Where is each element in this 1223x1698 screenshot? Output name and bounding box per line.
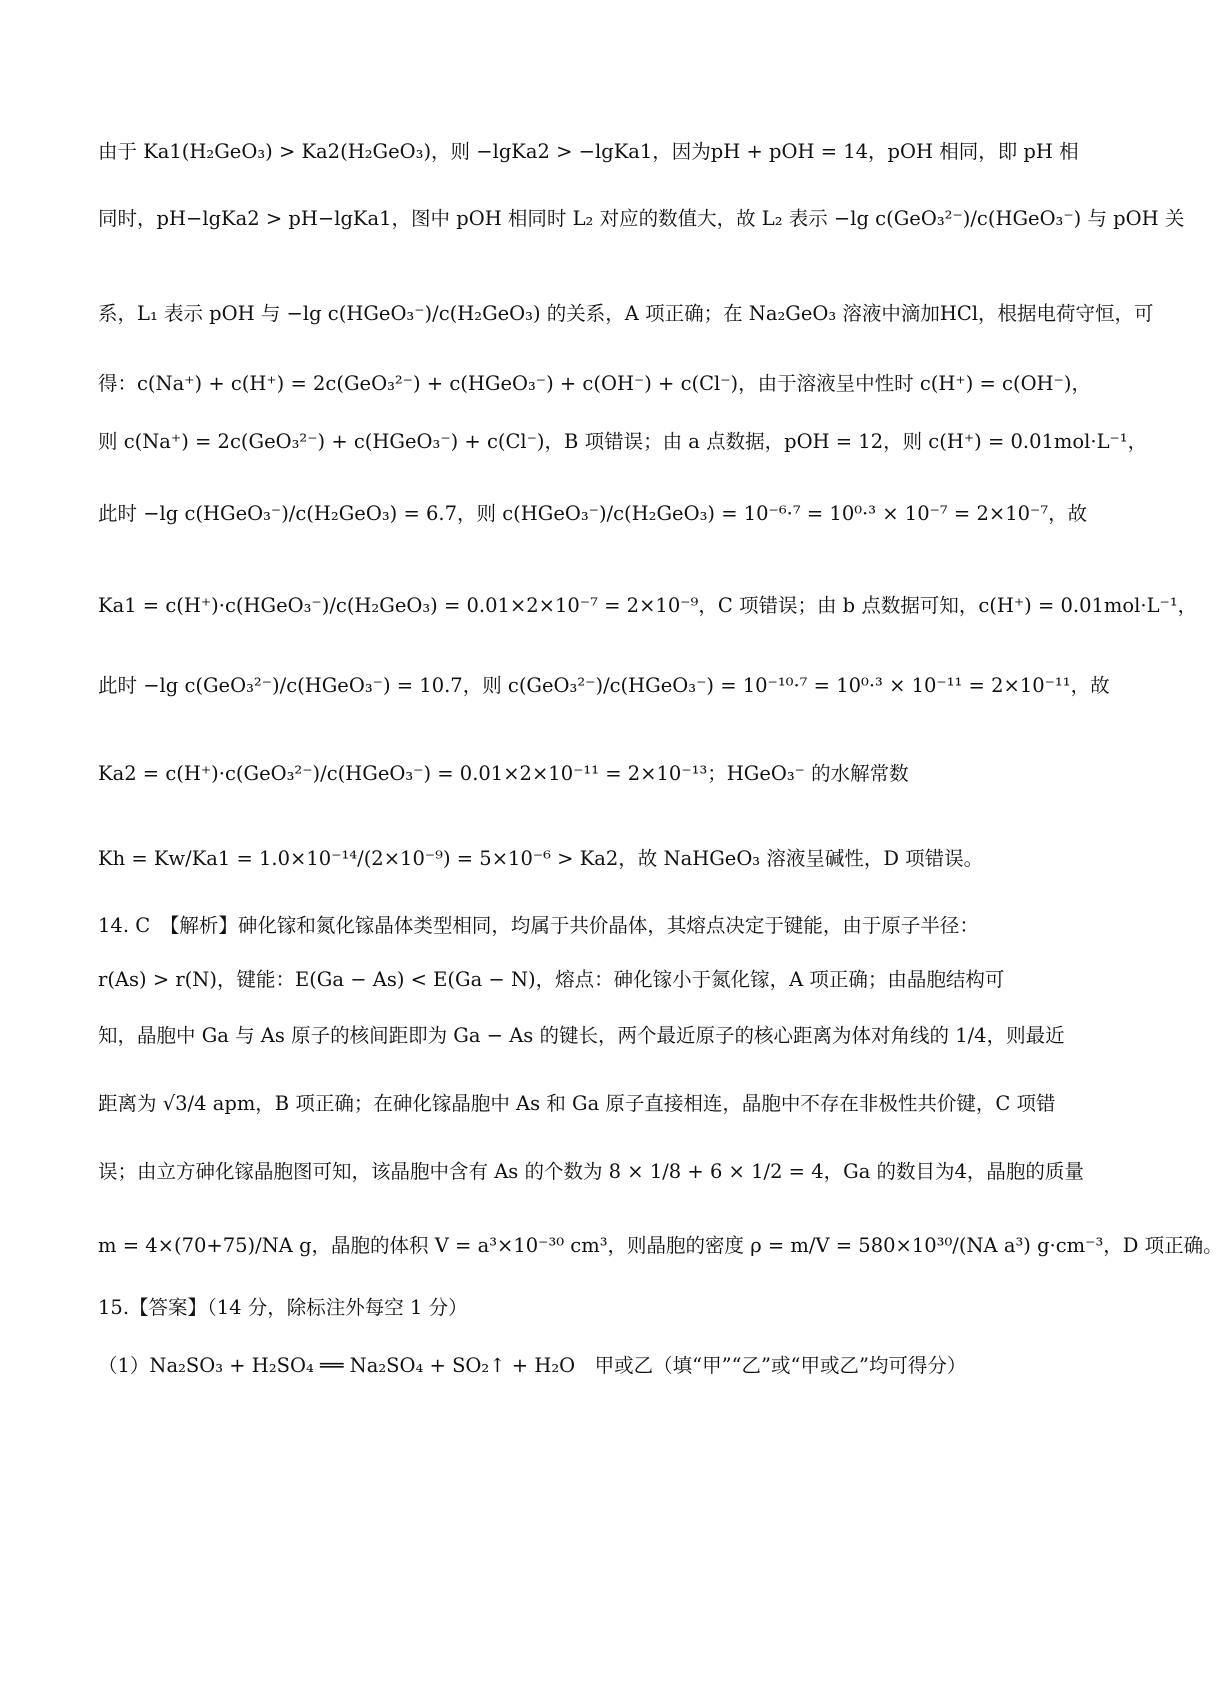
text-line: 距离为 √3/4 apm，B 项正确；在砷化镓晶胞中 As 和 Ga 原子直接相连，晶胞中不存在非极性共价键，C 项错 [98,1092,1056,1115]
text-line: （1）Na₂SO₃ + H₂SO₄ ══ Na₂SO₄ + SO₂↑ + H₂O 甲或乙（填“甲”“乙”或“甲或乙”均可得分） [98,1354,967,1377]
text-line: 此时 −lg c(HGeO₃⁻)/c(H₂GeO₃) = 6.7，则 c(HGeO₃⁻)/c(H₂GeO₃) = 10⁻⁶·⁷ = 10⁰·³ × 10⁻⁷ = 2×10⁻⁷，故 [98,502,1088,525]
text-line: 同时，pH−lgKa2 > pH−lgKa1，图中 pOH 相同时 L₂ 对应的数值大，故 L₂ 表示 −lg c(GeO₃²⁻)/c(HGeO₃⁻) 与 pOH 关 [98,207,1185,230]
text-line: Kh = Kw/Ka1 = 1.0×10⁻¹⁴/(2×10⁻⁹) = 5×10⁻⁶ > Ka2，故 NaHGeO₃ 溶液呈碱性，D 项错误。 [98,847,984,870]
text-line: 知，晶胞中 Ga 与 As 原子的核间距即为 Ga − As 的键长，两个最近原子的核心距离为体对角线的 1/4，则最近 [98,1024,1065,1047]
text-line: 系，L₁ 表示 pOH 与 −lg c(HGeO₃⁻)/c(H₂GeO₃) 的关系，A 项正确；在 Na₂GeO₃ 溶液中滴加HCl，根据电荷守恒，可 [98,302,1154,325]
text-line: 此时 −lg c(GeO₃²⁻)/c(HGeO₃⁻) = 10.7，则 c(GeO₃²⁻)/c(HGeO₃⁻) = 10⁻¹⁰·⁷ = 10⁰·³ × 10⁻¹¹ = 2×10⁻¹¹，故 [98,674,1110,697]
text-line: 得：c(Na⁺) + c(H⁺) = 2c(GeO₃²⁻) + c(HGeO₃⁻) + c(OH⁻) + c(Cl⁻)，由于溶液呈中性时 c(H⁺) = c(OH⁻)， [98,372,1091,395]
text-line: r(As) > r(N)，键能：E(Ga − As) < E(Ga − N)，熔点：砷化镓小于氮化镓，A 项正确；由晶胞结构可 [98,968,1005,991]
text-line: Ka1 = c(H⁺)·c(HGeO₃⁻)/c(H₂GeO₃) = 0.01×2×10⁻⁷ = 2×10⁻⁹，C 项错误；由 b 点数据可知，c(H⁺) = 0.01mol·L⁻¹， [98,594,1198,617]
question-15-heading: 15.【答案】（14 分，除标注外每空 1 分） [98,1296,468,1319]
text-line: m = 4×(70+75)/NA g，晶胞的体积 V = a³×10⁻³⁰ cm³，则晶胞的密度 ρ = m/V = 580×10³⁰/(NA a³) g·cm⁻³，D 项正确。 [98,1234,1223,1257]
text-line: 则 c(Na⁺) = 2c(GeO₃²⁻) + c(HGeO₃⁻) + c(Cl⁻)，B 项错误；由 a 点数据，pOH = 12，则 c(H⁺) = 0.01mol·L⁻¹， [98,430,1148,453]
text-line: Ka2 = c(H⁺)·c(GeO₃²⁻)/c(HGeO₃⁻) = 0.01×2×10⁻¹¹ = 2×10⁻¹³；HGeO₃⁻ 的水解常数 [98,762,909,785]
text-line: 由于 Ka1(H₂GeO₃) > Ka2(H₂GeO₃)，则 −lgKa2 > −lgKa1，因为pH + pOH = 14，pOH 相同，即 pH 相 [98,140,1079,163]
question-14-heading: 14. C 【解析】砷化镓和氮化镓晶体类型相同，均属于共价晶体，其熔点决定于键能，由于原子半径： [98,914,979,937]
text-line: 误；由立方砷化镓晶胞图可知，该晶胞中含有 As 的个数为 8 × 1/8 + 6 × 1/2 = 4，Ga 的数目为4，晶胞的质量 [98,1160,1084,1183]
